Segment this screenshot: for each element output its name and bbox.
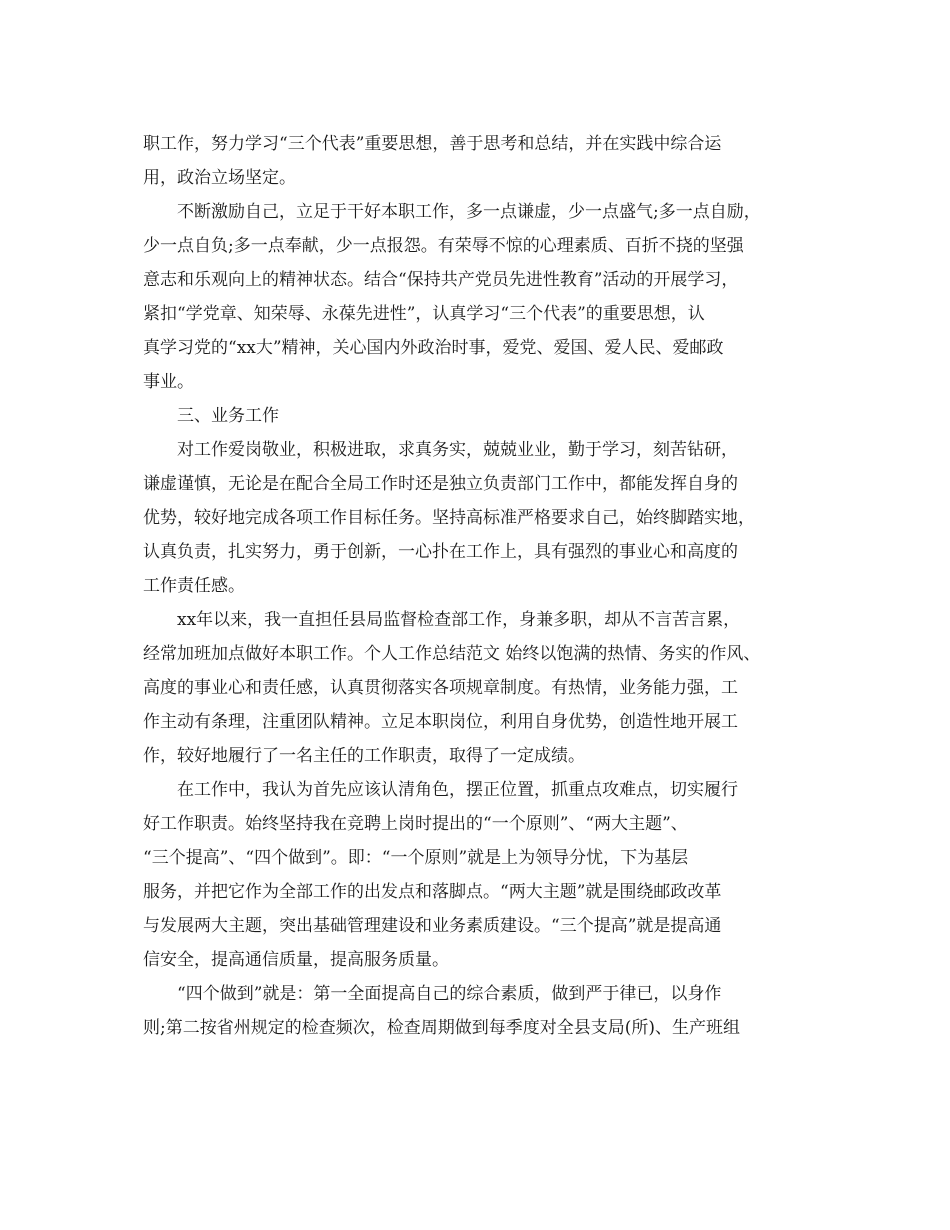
text-line: 作主动有条理，注重团队精神。立足本职岗位，利用自身优势，创造性地开展工 [143, 712, 738, 732]
text-line: 意志和乐观向上的精神状态。结合“保持共产党员先进性教育”活动的开展学习， [143, 270, 739, 290]
text-line: 信安全，提高通信质量，提高服务质量。 [143, 950, 449, 970]
text-line: 作，较好地履行了一名主任的工作职责，取得了一定成绩。 [143, 746, 585, 766]
text-line: 认真负责，扎实努力，勇于创新，一心扑在工作上，具有强烈的事业心和高度的 [143, 542, 738, 562]
text-line: 服务，并把它作为全部工作的出发点和落脚点。“两大主题”就是围绕邮政改革 [143, 882, 722, 902]
text-line: 不断激励自己，立足于干好本职工作，多一点谦虚，少一点盛气;多一点自励， [143, 202, 761, 222]
text-line: “三个提高”、“四个做到”。即：“一个原则”就是上为领导分忧，下为基层 [143, 848, 689, 868]
text-line: 好工作职责。始终坚持我在竞聘上岗时提出的“一个原则”、“两大主题”、 [143, 814, 688, 834]
text-line: 高度的事业心和责任感，认真贯彻落实各项规章制度。有热情，业务能力强，工 [143, 678, 738, 698]
text-line: xx年以来，我一直担任县局监督检查部工作，身兼多职，却从不言苦言累， [143, 610, 741, 630]
text-line: “四个做到”就是：第一全面提高自己的综合素质，做到严于律已，以身作 [143, 984, 722, 1004]
document-body [143, 127, 813, 1045]
text-line: 真学习党的“xx大”精神，关心国内外政治时事，爱党、爱国、爱人民、爱邮政 [143, 338, 724, 358]
text-line: 则;第二按省州规定的检查频次，检查周期做到每季度对全县支局(所)、生产班组 [143, 1018, 740, 1038]
text-line: 谦虚谨慎，无论是在配合全局工作时还是独立负责部门工作中，都能发挥自身的 [143, 474, 738, 494]
text-line: 优势，较好地完成各项工作目标任务。坚持高标准严格要求自己，始终脚踏实地， [143, 508, 755, 528]
text-line: 工作责任感。 [143, 576, 245, 596]
text-line: 对工作爱岗敬业，积极进取，求真务实，兢兢业业，勤于学习，刻苦钻研， [143, 440, 738, 460]
text-line: 在工作中，我认为首先应该认清角色，摆正位置，抓重点攻难点，切实履行 [143, 780, 738, 800]
text-line: 少一点自负;多一点奉献，少一点报怨。有荣辱不惊的心理素质、百折不挠的坚强 [143, 236, 744, 256]
text-line: 与发展两大主题，突出基础管理建设和业务素质建设。“三个提高”就是提高通 [143, 916, 722, 936]
text-line: 职工作，努力学习“三个代表”重要思想，善于思考和总结，并在实践中综合运 [143, 134, 722, 154]
section-heading: 三、业务工作 [143, 406, 279, 426]
text-line: 经常加班加点做好本职工作。个人工作总结范文 始终以饱满的热情、务实的作风、 [143, 644, 761, 664]
text-line: 事业。 [143, 372, 194, 392]
text-line: 紧扣“学党章、知荣辱、永葆先进性”，认真学习“三个代表”的重要思想，认 [143, 304, 705, 324]
text-line: 用，政治立场坚定。 [143, 168, 296, 188]
